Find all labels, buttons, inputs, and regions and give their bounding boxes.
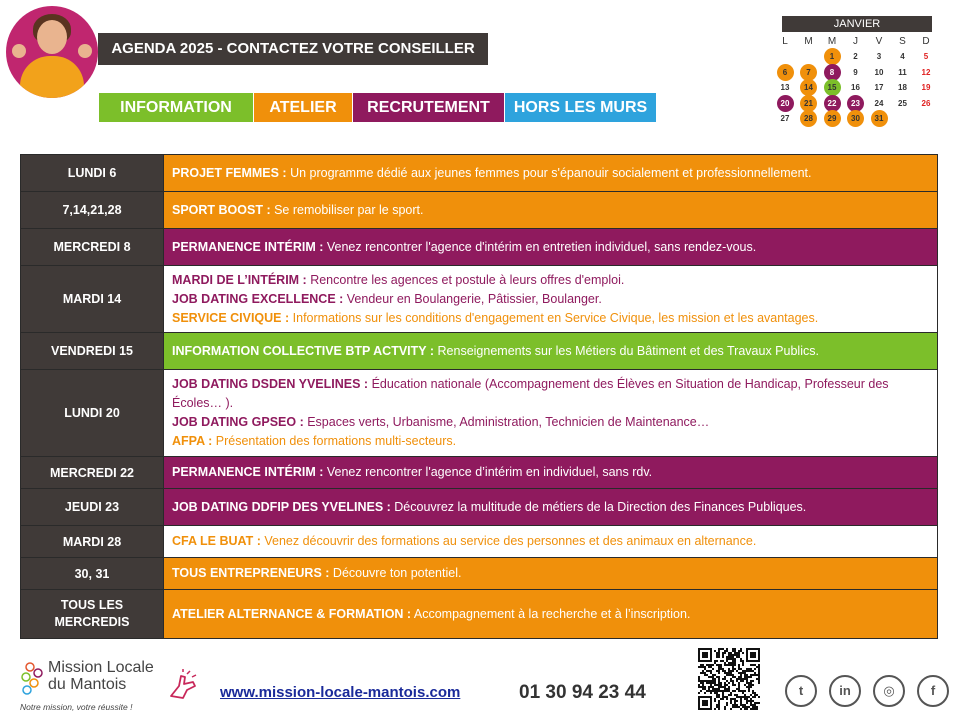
event-text: Rencontre les agences et postule à leurs offres d'emploi. [306, 272, 625, 287]
calendar-day: 22 [824, 95, 841, 112]
agenda-row [21, 526, 938, 558]
agenda-date: MERCREDI 8 [21, 229, 164, 266]
agenda-line [172, 342, 929, 361]
agenda-row [21, 558, 938, 590]
calendar-day: 21 [800, 95, 817, 112]
agenda-line [172, 432, 929, 451]
calendar-day: 12 [921, 67, 931, 77]
calendar-day: 25 [898, 98, 907, 108]
weekday-label: M [804, 36, 813, 47]
agenda-line [172, 463, 929, 482]
calendar-day: 15 [824, 79, 841, 96]
agenda-row [21, 229, 938, 266]
calendar-day: 5 [923, 52, 929, 61]
calendar-day: 31 [871, 110, 888, 127]
agenda-line [172, 271, 929, 290]
event-text: Espaces verts, Urbanisme, Administration, Technicien de Maintenance… [303, 415, 710, 429]
agenda-line [172, 238, 929, 257]
event-text: Venez rencontrer l'agence d'intérim en entretien individuel, sans rendez-vous. [323, 239, 757, 254]
event-title: SERVICE CIVIQUE : [172, 310, 290, 325]
calendar-day: 24 [874, 98, 884, 108]
calendar-day: 16 [851, 83, 860, 92]
agenda-row [21, 457, 938, 489]
agenda-row [21, 590, 938, 639]
agenda-line [172, 532, 929, 551]
calendar-day: 18 [898, 83, 907, 92]
agenda-date: VENDREDI 15 [21, 333, 164, 370]
twitter-icon[interactable]: t [785, 675, 817, 707]
calendar-day: 28 [800, 110, 817, 127]
event-title: PERMANENCE INTÉRIM : [172, 239, 324, 254]
calendar-day: 11 [898, 67, 907, 77]
calendar-day: 14 [800, 79, 817, 96]
calendar-day: 7 [800, 64, 817, 81]
event-text: Accompagnement à la recherche et à l’inscription. [411, 606, 691, 621]
agenda-date: 30, 31 [21, 558, 164, 590]
agenda-line [172, 309, 929, 328]
event-text: Un programme dédié aux jeunes femmes pour s'épanouir socialement et professionnellement. [286, 165, 812, 180]
agenda-date: TOUS LES MERCREDIS [21, 590, 164, 639]
event-text: Découvrez la multitude de métiers de la Direction des Finances Publiques. [390, 499, 807, 514]
agenda-description [164, 155, 938, 192]
agenda-date: LUNDI 20 [21, 370, 164, 457]
event-title: JOB DATING EXCELLENCE : [172, 291, 344, 306]
event-text: Informations sur les conditions d'engagement en Service Civique, les mission et les avantages. [289, 310, 819, 325]
agenda-date: JEUDI 23 [21, 489, 164, 526]
calendar-day: 19 [921, 83, 931, 92]
legend-information: INFORMATION [99, 93, 253, 122]
event-title: INFORMATION COLLECTIVE BTP ACTVITY : [172, 343, 435, 358]
hero-photo [6, 6, 98, 98]
event-text: Vendeur en Boulangerie, Pâtissier, Boulanger. [343, 291, 602, 306]
calendar-day: 2 [853, 52, 858, 61]
agenda-row [21, 489, 938, 526]
linkedin-icon[interactable]: in [829, 675, 861, 707]
legend-hors-les-murs: HORS LES MURS [505, 93, 656, 122]
event-title: JOB DATING GPSEO : [172, 415, 304, 429]
weekday-label: L [782, 36, 788, 47]
agenda-line [172, 164, 929, 183]
phone-number: 01 30 94 23 44 [519, 682, 646, 703]
event-text: Venez rencontrer l'agence d’intérim en individuel, sans rdv. [323, 465, 653, 479]
facebook-icon[interactable]: f [917, 675, 949, 707]
legend-recrutement: RECRUTEMENT [353, 93, 504, 122]
calendar-day: 6 [777, 64, 794, 81]
agenda-date: MARDI 14 [21, 266, 164, 333]
qr-code[interactable] [698, 648, 760, 710]
calendar-day: 23 [847, 95, 864, 112]
page-title: AGENDA 2025 - CONTACTEZ VOTRE CONSEILLER [98, 33, 488, 65]
agenda-description [164, 590, 938, 639]
calendar-day: 10 [874, 67, 884, 77]
calendar-day: 3 [876, 52, 882, 61]
calendar-day: 29 [824, 110, 841, 127]
agenda-line [172, 290, 929, 309]
weekday-label: V [875, 36, 883, 47]
calendar-day: 20 [777, 95, 794, 112]
event-title: PERMANENCE INTÉRIM : [172, 465, 324, 479]
weekday-label: S [899, 36, 906, 47]
event-title: ATELIER ALTERNANCE & FORMATION : [172, 606, 412, 621]
agenda-description [164, 192, 938, 229]
agenda-description [164, 558, 938, 590]
event-text: Éducation nationale (Accompagnement des Élèves en Situation de Handicap, Professeur des Écoles… ). [172, 377, 889, 410]
agenda-description [164, 457, 938, 489]
calendar-day: 27 [780, 114, 790, 123]
calendar-day: 30 [847, 110, 864, 127]
slogan: Notre mission, votre réussite ! [20, 702, 133, 712]
event-title: MARDI DE L’INTÉRIM : [172, 272, 307, 287]
event-title: JOB DATING DSDEN YVELINES : [172, 377, 369, 391]
event-title: JOB DATING DDFIP DES YVELINES : [172, 499, 391, 514]
agenda-date: MERCREDI 22 [21, 457, 164, 489]
agenda-description [164, 229, 938, 266]
event-title: PROJET FEMMES : [172, 165, 287, 180]
event-title: AFPA : [172, 434, 213, 448]
event-text: Se remobiliser par le sport. [270, 202, 424, 217]
agenda-line [172, 498, 929, 517]
calendar-day: 1 [824, 48, 841, 65]
event-title: CFA LE BUAT : [172, 534, 261, 548]
agenda-date: 7,14,21,28 [21, 192, 164, 229]
event-title: TOUS ENTREPRENEURS : [172, 566, 330, 580]
agenda-description [164, 526, 938, 558]
website-link[interactable]: www.mission-locale-mantois.com [220, 684, 461, 701]
agenda-description [164, 333, 938, 370]
calendar-day: 17 [874, 83, 884, 92]
weekday-label: J [853, 36, 858, 47]
hand-icon [165, 668, 201, 704]
agenda-row [21, 155, 938, 192]
agenda-line [172, 413, 929, 432]
logo-text: Mission Locale du Mantois [48, 659, 154, 693]
agenda-description [164, 489, 938, 526]
calendar-day: 13 [780, 83, 790, 92]
event-text: Présentation des formations multi-secteurs. [212, 434, 457, 448]
agenda-row [21, 370, 938, 457]
calendar-month: JANVIER [782, 16, 932, 32]
calendar-day: 4 [900, 52, 905, 61]
logo-icon [20, 662, 46, 696]
agenda-row [21, 192, 938, 229]
calendar-day: 8 [824, 64, 841, 81]
legend-atelier: ATELIER [254, 93, 352, 122]
event-text: Venez découvrir des formations au service des personnes et des animaux en alternance. [260, 534, 757, 548]
event-text: Renseignements sur les Métiers du Bâtiment et des Travaux Publics. [434, 343, 819, 358]
event-title: SPORT BOOST : [172, 202, 271, 217]
agenda-line [172, 201, 929, 220]
agenda-line [172, 605, 929, 624]
agenda-date: LUNDI 6 [21, 155, 164, 192]
agenda-line [172, 564, 929, 583]
agenda-description [164, 370, 938, 457]
weekday-label: D [922, 36, 930, 47]
calendar-day: 26 [921, 98, 931, 108]
agenda-row [21, 333, 938, 370]
agenda-date: MARDI 28 [21, 526, 164, 558]
event-text: Découvre ton potentiel. [329, 566, 462, 580]
agenda-table [20, 154, 938, 639]
calendar-day: 9 [853, 67, 858, 77]
agenda-description [164, 266, 938, 333]
agenda-line [172, 375, 929, 413]
instagram-icon[interactable]: ◎ [873, 675, 905, 707]
weekday-label: M [827, 36, 837, 47]
agenda-row [21, 266, 938, 333]
